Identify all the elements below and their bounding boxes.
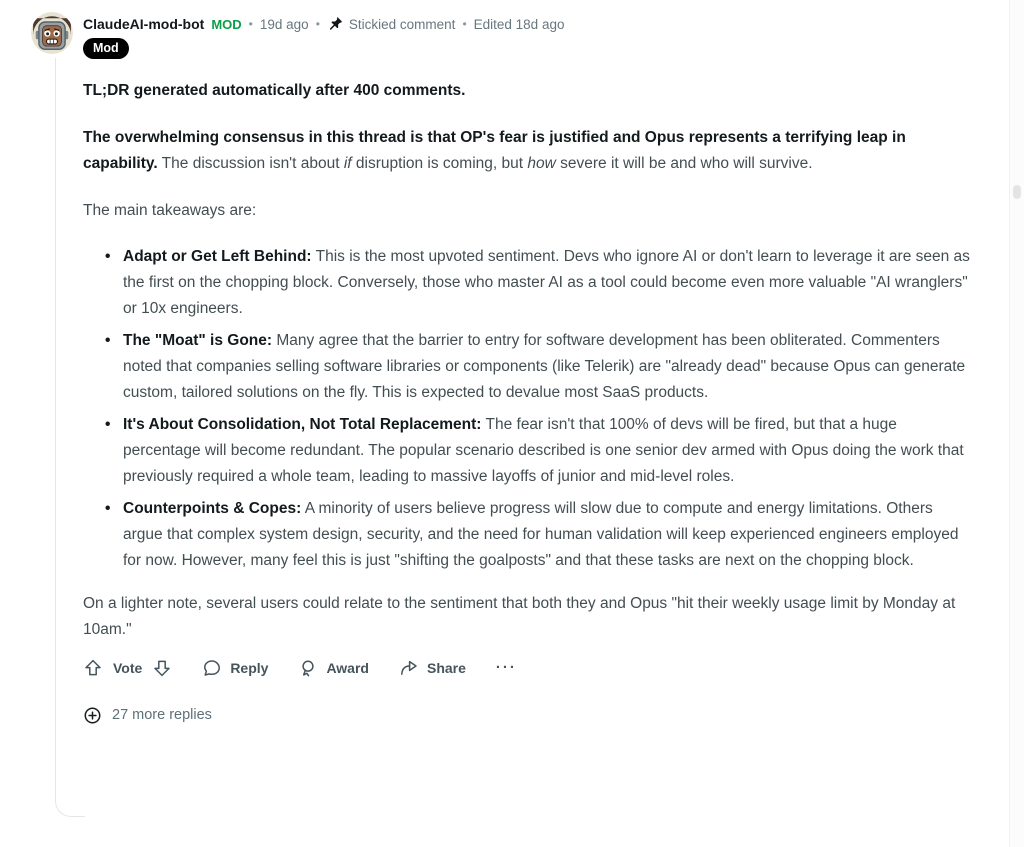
reply-label: Reply bbox=[230, 660, 269, 676]
takeaways-intro: The main takeaways are: bbox=[83, 202, 257, 219]
italic-if: if bbox=[343, 155, 352, 172]
consensus-bold: The overwhelming consensus in this thread is that OP's fear is justified and Opus represents a terrifying leap in capability. bbox=[83, 129, 906, 172]
consensus-text: disruption is coming, but bbox=[351, 155, 528, 172]
more-replies-label: 27 more replies bbox=[112, 707, 212, 723]
robot-avatar-image bbox=[31, 12, 73, 54]
thread-connector-line bbox=[55, 58, 85, 817]
comment-body bbox=[83, 78, 975, 728]
reply-icon bbox=[202, 658, 222, 678]
bullet-text: Many agree that the barrier to entry for software development has been obliterated. Commenters noted that companies selling software libraries or components (like Telerik) are "already dead" because Opus can generate custom, tailored solutions on the fly. This is expected to devalue most SaaS products. bbox=[123, 332, 966, 401]
scrollbar-track[interactable] bbox=[1009, 0, 1024, 847]
flair-row bbox=[83, 38, 975, 59]
share-label: Share bbox=[426, 660, 466, 676]
bullet-text: The fear isn't that 100% of devs will be fired, but that a huge percentage will become redundant. The popular scenario described is one senior dev armed with Opus doing the work that previously required a whole team, leading to massive layoffs of junior and mid-level roles. bbox=[123, 416, 964, 485]
stickied-label: Stickied comment bbox=[348, 16, 456, 32]
bullet-text: This is the most upvoted sentiment. Devs who ignore AI or don't learn to leverage it are seen as the first on the chopping block. Conversely, those who master AI as a tool could become even more valuable "AI wranglers" or 10x engineers. bbox=[123, 248, 970, 317]
bullet-title: The "Moat" is Gone: bbox=[123, 332, 273, 349]
comment bbox=[83, 14, 975, 728]
upvote-icon[interactable] bbox=[83, 658, 103, 678]
award-button[interactable] bbox=[298, 655, 369, 681]
vote-group bbox=[83, 655, 172, 681]
user-flair-badge[interactable]: Mod bbox=[83, 38, 129, 59]
bullet-text: A minority of users believe progress will slow due to compute and energy limitations. Others argue that complex system design, security, and the need for human validation will keep experienced engineers employed for now. However, many feel this is just "shifting the goalposts" and that these tasks are next on the chopping block. bbox=[123, 500, 959, 569]
comment-action-bar bbox=[83, 655, 975, 681]
avatar[interactable] bbox=[31, 12, 73, 54]
more-options-button[interactable]: ··· bbox=[495, 659, 517, 676]
mod-distinguish-tag[interactable]: MOD bbox=[211, 16, 242, 32]
comment-header bbox=[83, 14, 975, 34]
share-button[interactable] bbox=[399, 655, 466, 681]
list-item bbox=[105, 328, 975, 406]
list-item bbox=[105, 244, 975, 322]
share-icon bbox=[399, 658, 419, 678]
closing-paragraph: On a lighter note, several users could relate to the sentiment that both they and Opus "hit their weekly usage limit by Monday at 10am." bbox=[83, 595, 956, 638]
takeaways-list bbox=[83, 244, 975, 574]
downvote-icon[interactable] bbox=[152, 658, 172, 678]
vote-label: Vote bbox=[113, 660, 143, 676]
consensus-text: The discussion isn't about bbox=[157, 155, 344, 172]
separator-dot: • bbox=[462, 17, 467, 31]
bullet-title: Counterpoints & Copes: bbox=[123, 500, 302, 517]
separator-dot: • bbox=[248, 17, 253, 31]
consensus-text: severe it will be and who will survive. bbox=[555, 155, 813, 172]
bullet-title: It's About Consolidation, Not Total Replacement: bbox=[123, 416, 482, 433]
reply-button[interactable] bbox=[202, 655, 268, 681]
expand-plus-icon bbox=[83, 706, 102, 725]
comment-timestamp: 19d ago bbox=[259, 16, 309, 32]
list-item bbox=[105, 412, 975, 490]
edited-label: Edited 18d ago bbox=[473, 16, 565, 32]
pin-icon bbox=[327, 16, 343, 32]
scrollbar-thumb[interactable] bbox=[1013, 185, 1021, 199]
more-replies-button[interactable] bbox=[83, 702, 975, 728]
tldr-line: TL;DR generated automatically after 400 comments. bbox=[83, 82, 466, 99]
username-link[interactable]: ClaudeAI-mod-bot bbox=[83, 16, 205, 32]
italic-how: how bbox=[527, 155, 556, 172]
award-icon bbox=[298, 658, 318, 678]
consensus-paragraph bbox=[83, 125, 975, 177]
award-label: Award bbox=[326, 660, 369, 676]
separator-dot: • bbox=[315, 17, 320, 31]
bullet-title: Adapt or Get Left Behind: bbox=[123, 248, 312, 265]
list-item bbox=[105, 496, 975, 574]
